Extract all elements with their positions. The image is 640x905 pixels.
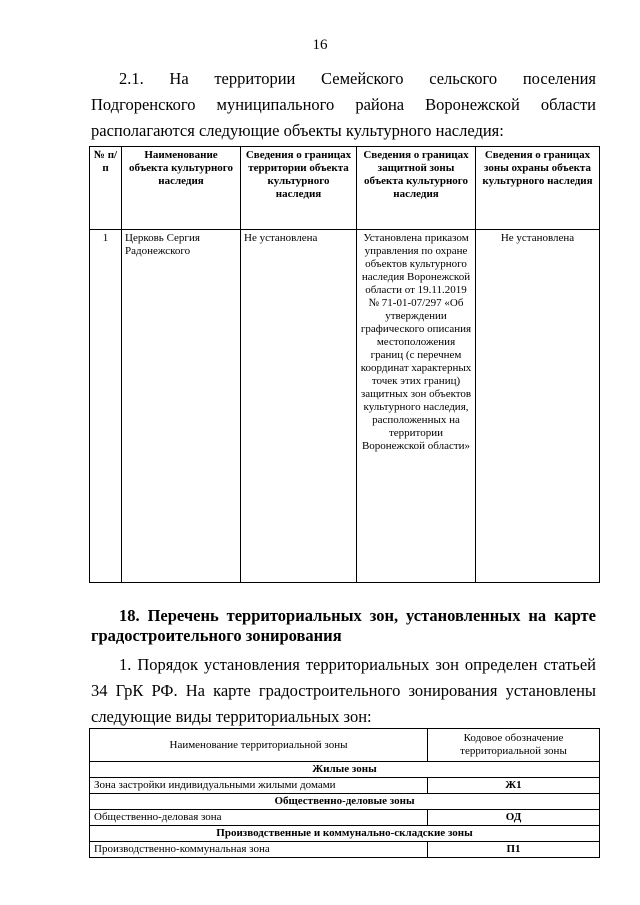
zone-code: ОД <box>428 810 600 826</box>
group-title-public-business: Общественно-деловые зоны <box>90 794 600 810</box>
group-title-residential: Жилые зоны <box>90 762 600 778</box>
group-row <box>90 762 600 778</box>
zone-name: Зона застройки индивидуальными жилыми домами <box>90 778 428 794</box>
col-header-zone-code: Кодовое обозначение территориальной зоны <box>428 729 600 762</box>
zones-table-header-row <box>90 729 600 762</box>
table-row <box>90 230 600 583</box>
col-header-protective-zone: Сведения о границах защитной зоны объекта культурного наследия <box>357 147 476 230</box>
zones-table <box>89 728 600 858</box>
zone-name: Общественно-деловая зона <box>90 810 428 826</box>
cell-object-name: Церковь Сергия Радонежского <box>122 230 241 583</box>
intro-paragraph: 2.1. На территории Семейского сельского поселения Подгоренского муниципального района Воронежской области располагаются следующие объекты культурного наследия: <box>91 69 596 140</box>
group-title-industrial: Производственные и коммунально-складские зоны <box>90 826 600 842</box>
cell-protective-zone: Установлена приказом управления по охране объектов культурного наследия Воронежской области от 19.11.2019 № 71-01-07/297 «Об утверждении графического описания местоположения границ (с перечнем координат характерных точек этих границ) защитных зон объектов культурного наследия, расположенных на территории Воронежской области» <box>357 230 476 583</box>
table-row <box>90 810 600 826</box>
zone-code: Ж1 <box>428 778 600 794</box>
heritage-table-header-row <box>90 147 600 230</box>
page-number: 16 <box>312 37 328 53</box>
col-header-number: № п/п <box>90 147 122 230</box>
col-header-territory-bounds: Сведения о границах территории объекта культурного наследия <box>241 147 357 230</box>
heritage-table <box>89 146 600 583</box>
cell-territory-bounds: Не установлена <box>241 230 357 583</box>
section-18-paragraph: 1. Порядок установления территориальных зон определен статьей 34 ГрК РФ. На карте градостроительного зонирования установлены следующие виды территориальных зон: <box>91 655 596 726</box>
zone-name: Производственно-коммунальная зона <box>90 842 428 858</box>
col-header-security-zone: Сведения о границах зоны охраны объекта культурного наследия <box>476 147 600 230</box>
table-row <box>90 842 600 858</box>
group-row <box>90 794 600 810</box>
section-18-heading: 18. Перечень территориальных зон, установленных на карте градостроительного зонирования <box>91 606 596 645</box>
cell-number: 1 <box>90 230 122 583</box>
zone-code: П1 <box>428 842 600 858</box>
group-row <box>90 826 600 842</box>
cell-security-zone: Не установлена <box>476 230 600 583</box>
table-row <box>90 778 600 794</box>
col-header-object-name: Наименование объекта культурного наследия <box>122 147 241 230</box>
col-header-zone-name: Наименование территориальной зоны <box>90 729 428 762</box>
